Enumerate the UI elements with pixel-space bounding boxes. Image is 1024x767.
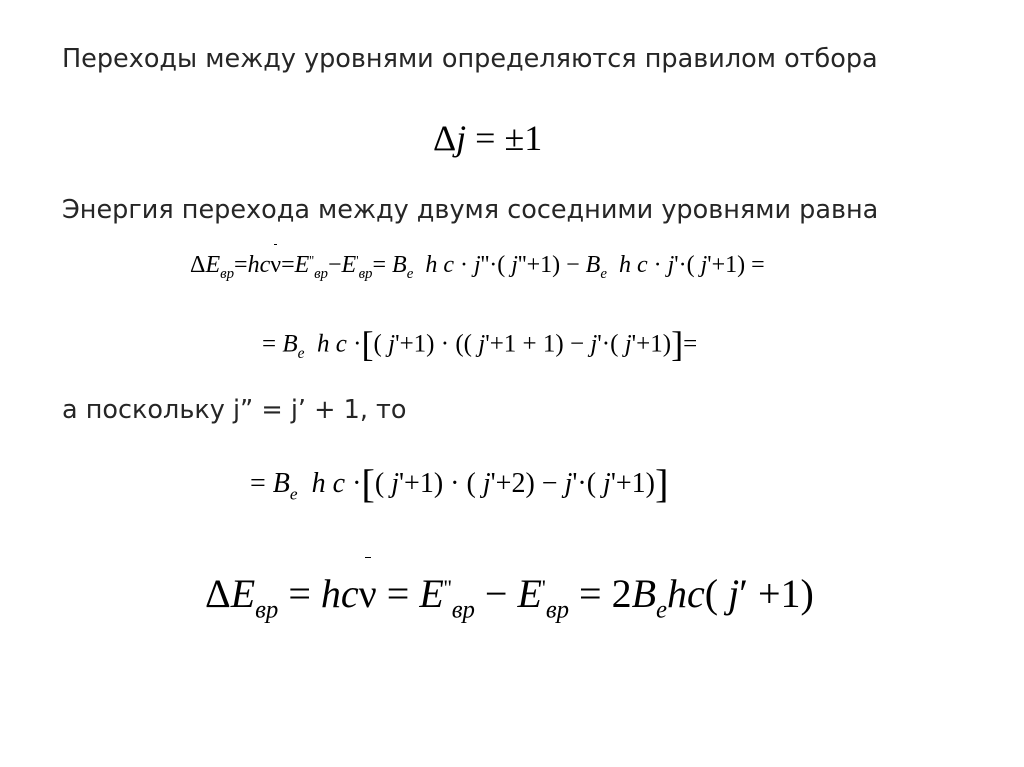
transition-energy-heading: Энергия перехода между двумя соседними уровнями равна [62, 195, 879, 225]
selection-rule-formula: Δj = ±1 [433, 118, 543, 158]
final-energy-formula: $\Delta E_{вр} = hc\nu = E''_{вр} - E'_{вр} = 2B_ehc$( j′ +1) [205, 571, 814, 624]
substitution-heading: а поскольку j” = j’ + 1, то [62, 395, 407, 425]
selection-rule-heading: Переходы между уровнями определяются правилом отбора [62, 44, 878, 74]
energy-equation-line-3: = $B_e$ h c ·[( j'+1) · ( j'+2) − j'·( j'+1)] [250, 461, 669, 506]
energy-equation-line-1: $\Delta E_{вр}=hc\nu=E''_{вр}-E'_{вр}= B_e$ h c · j''·( $j''+1) - B_e$ h c · j'·( j'+1) = [190, 252, 765, 283]
energy-equation-line-2: = $B_e$ h c ·[( j'+1) · (( j'+1 + 1) − j'·( j'+1)]= [262, 324, 698, 364]
